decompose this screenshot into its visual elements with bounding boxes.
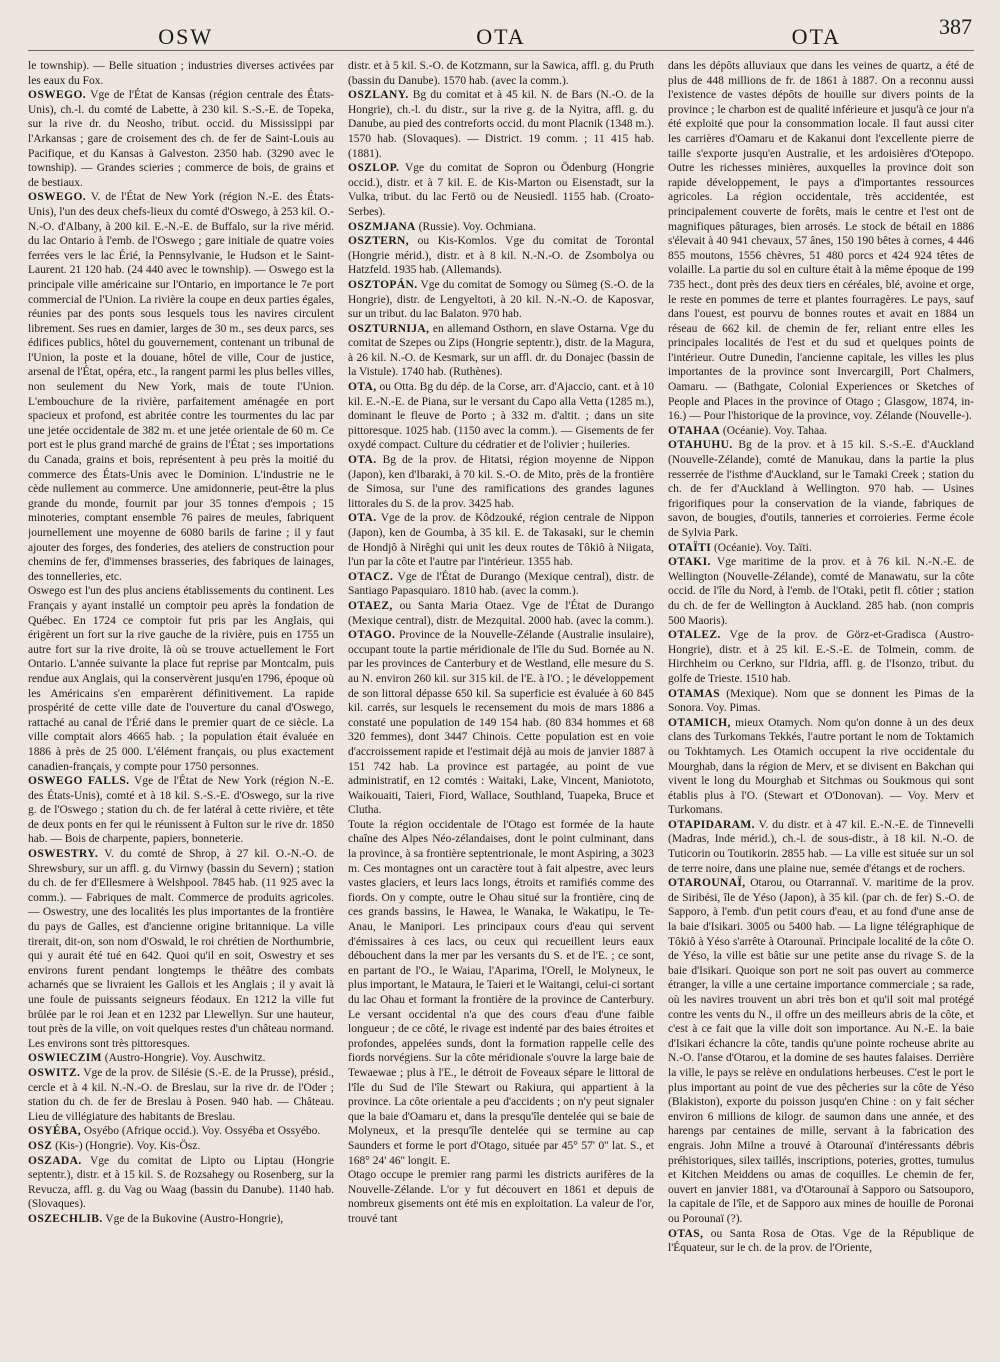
dictionary-entry xyxy=(348,278,654,322)
dictionary-entry xyxy=(668,555,974,628)
dictionary-entry xyxy=(28,59,334,88)
entry-text: (Russie). Voy. Ochmiana. xyxy=(418,220,536,233)
entry-headword: OSWESTRY. xyxy=(28,848,99,861)
entry-headword: OTAROUNAÏ, xyxy=(668,877,746,890)
entry-text: Province de la Nouvelle-Zélande (Australie insulaire), occupant toute la partie méridionale de l'île du Sud. Bornée au N. par les provinces de Canterbury et de Westland, elle mesure du S. au N. environ 260 kil. sur 315 kil. de l'E. à l'O. ; le développement de son littoral dépasse 650 kil. Sa superficie est évaluée à 60 845 kil. carrés, sur lesquels le recensement du mois de mars 1886 a constaté une population de 149 154 hab. (80 834 hommes et 68 320 femmes), dont 3447 Chinois. Cette population est en voie d'accroissement rapide et l'estimait déjà au mois de janvier 1887 à 151 742 hab. La province est partagée, au point de vue administratif, en 12 comtés : Waitaki, Lake, Vincent, Maniototo, Waikouaiti, Taieri, Fiord, Wallace, Southland, Tuapeka, Bruce et Clutha. xyxy=(348,629,654,817)
entry-text: Vge de l'État de Durango (Mexique central), distr. de Santiago Papasquiaro. 1810 hab. (avec la comm.). xyxy=(348,570,654,598)
dictionary-entry xyxy=(668,818,974,876)
dictionary-entry xyxy=(668,687,974,716)
entry-text: Vge maritime de la prov. et à 76 kil. N.-N.-E. de Wellington (Nouvelle-Zélande), comté de Manawatu, sur la côte occid. de l'île du Nord, à l'emb. de l'Otaki, petit fl. côtier ; station du ch. de fer de Wellington à Auckland. 285 hab. (non compris 500 Maoris). xyxy=(668,556,974,627)
dictionary-entry xyxy=(348,161,654,219)
entry-text: Bg du comitat et à 45 kil. N. de Bars (N.-O. de la Hongrie), ch.-l. du distr., sur la rive g. de la Nyitra, affl. g. du Danube, au pied des contreforts occid. du mont Placnik (1348 m.). 1570 hab. (Slovaques). — District. 19 comm. ; 11 415 hab. (1881). xyxy=(348,89,654,160)
entry-text: mieux Otamych. Nom qu'on donne à un des deux clans des Turkomans Tekkés, l'autre portant le nom de Toktamich ou Tokhtamych. Les Otamich occupent la rive occidentale du Mourghab, dans la région de Merv, et se divisent en Bakchan qui vivent le long du Mourghab et Sitchmas ou Soukmous qui sont établis plus à l'O. (Stewart et O'Donovan). — Voy. Merv et Turkomans. xyxy=(668,716,974,817)
dictionary-entry xyxy=(668,1227,974,1256)
dictionary-entry xyxy=(348,322,654,380)
entry-text: Vge de l'État de New York (région N.-E. des États-Unis), comté et à 18 kil. S.-S.-E. d'Oswego, sur la rive g. de l'Oswego ; station du ch. de fer latéral à cette rivière, et tête de deux ponts en fer qui le réunissent à Fulton sur le rive dr. 1850 hab. — Bois de charpente, papiers, bonneterie. xyxy=(28,775,334,846)
column-middle xyxy=(348,59,654,1355)
entry-headword: OTACZ. xyxy=(348,570,394,583)
entry-headword: OSWITZ. xyxy=(28,1066,81,1079)
entry-text: Vge du comitat de Somogy ou Sümeg (S.-O. de la Hongrie), distr. de Lengyeltoti, à 20 kil. N.-N.-O. de Kaposvar, sur un tribut. du lac Balaton. 970 hab. xyxy=(348,278,654,321)
entry-headword: OSZLANY. xyxy=(348,89,409,102)
entry-headword: OSZTERN, xyxy=(348,235,410,248)
entry-text: ou Kis-Komlos. Vge du comitat de Torontal (Hongrie mérid.), distr. et à 8 kil. N.-N.-O. de Zsombolya ou Hatzfeld. 1935 hab. (Allemands). xyxy=(348,235,654,277)
entry-text: Vge de la prov. de Kôdzouké, région centrale de Nippon (Japon), ken de Goumba, à 35 kil. E. de Takasaki, sur le chemin de Hondjô à Nirêghi qui unit les deux routes de Tôkiô à Niigata, l'un par la côte et l'autre par l'intérieur. 1355 hab. xyxy=(348,512,654,569)
dictionary-entry xyxy=(348,818,654,1168)
entry-headword: OTAGO. xyxy=(348,629,396,642)
entry-headword: OTAHUHU. xyxy=(668,439,733,452)
entry-headword: OSYÉBA, xyxy=(28,1125,81,1138)
dictionary-entry xyxy=(668,876,974,1226)
entry-text: Vge du comitat de Sopron ou Ödenburg (Hongrie occid.), distr. et à 7 kil. E. de Kis-Marton ou Eisenstadt, sur la Vulka, tribut. du lac Fertö ou de Neusiedl. 1155 hab. (Croato-Serbes). xyxy=(348,162,654,218)
entry-text: Toute la région occidentale de l'Otago est formée de la haute chaîne des Alpes Néo-zélandaises, dont le point culminant, dans la province, à sa frontière septentrionale, le mont Aspiring, a 3023 m. Ces montagnes ont un caractère tout à fait alpestre, avec leurs vastes glaciers, et leurs lacs longs, étroits et ramifiés comme des fiords. On y compte, outre le Ohau situé sur la frontière, cinq de ces grands bassins, le Hawea, le Wanaka, le Wakatipu, le Te-Anau, le Manipori. Les principaux cours d'eau qui servent d'émissaires à ces lacs, ou ceux qui recueillent leurs eaux débouchent dans la mer par les versants du S. et de l'E. ; ce sont, en partant de l'O., le Waiau, l'Aparima, l'Orell, le Molyneux, le plus important, le Mataura, le Taieri et le Waitangi, celui-ci sortant du lac Ohau et formant la frontière de la province de Canterbury. Le versant occidental n'a que des cours d'eau d'une faible longueur ; de ce côté, le rivage est indenté par des baies étroites et profondes, appelées sunds, dont la formation rappelle celle des fiords norvégiens. Sur la côte méridionale s'ouvre la large baie de Tewaewae ; plus à l'E., le détroit de Foveaux sépare le littoral de l'île du Sud de l'île Stewart ou Rakiura, qui appartient à la province. La côte orientale a peu d'accidents ; on n'y peut signaler que la baie d'Oamaru et, dans la presqu'île dentelée qui se baie de Molyneux, et la presqu'île dentelée qui se termine au cap Saunders et forme le port d'Otago, située par 45° 57' 0'' lat. S., et 168° 24' 46'' longit. E. xyxy=(348,818,654,1167)
entry-text: (Océanie). Voy. Tahaa. xyxy=(722,424,828,437)
dictionary-entry xyxy=(668,424,974,439)
running-head-left: OSW xyxy=(158,24,214,49)
entry-headword: OTAMICH, xyxy=(668,716,731,729)
entry-text: Otarou, ou Otarrannaï. V. maritime de la prov. de Siribési, île de Yéso (Japon), à 35 kil. (par ch. de fer) S.-O. de Sapporo, à l'emb. d'un petit cours d'eau, et au fond d'une anse de la baie d'Isikari. 3005 ou 5400 hab. — La ligne télégraphique de Tôkiô à Yéso s'arrête à Otarounaï. Principale localité de la côte O. de Yéso, la ville est bâtie sur une petite anse du rivage S. de la baie d'Isikari. Quoique son port ne soit pas ouvert au commerce étranger, la ville a une certaine importance commerciale ; sa rade, où les navires trouvent un abri très bon et qu'il soit mal protégé contre les vents du N., il offre un des meilleurs abris de la côte, et c'est à ce fait que la ville doit son importance. Au N.-E. la baie d'Isikari échancre la côte, tandis qu'une pointe rocheuse abrite au N.-O. l'anse d'Otarou, et la domine de ses hautes falaises. Derrière la ville, le pays se relève en ondulations herbeuses. C'est le port le plus important au point de vue des pêcheries sur la côte de Yéso (Blakiston), exporte du poisson jusqu'en Chine : on y fait sécher environ 6 millions de kilogr. de saumon dans une année, et des harengs par centaines de mille, servant à la fabrication des engrais. John Milne a trouvé à Otarounaï d'intéressants débris préhistoriques, silex taillés, inscriptions, poteries, grottes, tumulus et Kitchen Meiddens ou amas de coquilles. Le chemin de fer, ouvert en janvier 1881, va d'Otarounaï à Sapporo ou Satsouporo, la capitale de l'île, et de Sapporo aux mines de houille de Poronai ou Porounaï (?). xyxy=(668,877,974,1225)
entry-text: (Mexique). Nom que se donnent les Pimas de la Sonora. Voy. Pimas. xyxy=(668,687,974,715)
entry-text: dans les dépôts alluviaux que dans les veines de quartz, a été de plus de 448 millions de fr. de 1861 à 1887. On a reconnu aussi l'existence de vastes dépôts de houille sur divers points de la province ; le charbon est de qualité inférieure et jusqu'à ce jour n'a été exploité que pour la consommation locale. Il faut aussi citer les carrières d'Oamaru et de Kakanui dont l'excellente pierre de taille s'exporte jusqu'en Australie, et les ardoisières d'Otepopo. Outre les richesses minières, auxquelles la province doit son rapide développement, le pays a d'importantes ressources agricoles. La région occidentale, très accidentée, est principalement couverte de forêts, mais le centre et l'est ont de magnifiques pâturages, bien arrosés. Le stock de bétail en 1886 s'élevait à 40 941 chevaux, 57 ânes, 150 190 bêtes à cornes, 4 446 855 moutons, 1556 chèvres, 51 480 porcs et 424 924 têtes de volaille. La partie du sol en culture était à la même époque de 199 735 hect., dont près des deux tiers en céréales, blé, avoine et orge, le reste en pommes de terre et plantes fourragères. Le pays, sauf dans l'ouest, est pourvu de bonnes routes et avait en 1884 un réseau de 662 kil. de chemin de fer, reliant entre elles les principales localités de l'est et du sud et quelques points de l'intérieur. Outre Dunedin, l'ancienne capitale, les villes les plus importantes de la province sont Invercargill, Port Chalmers, Oamaru. — (Bathgate, Colonial Experiences or Sketches of People and Places in the province of Otago ; Glasgow, 1874, in-16.) — Pour l'historique de la province, voy. Zélande (Nouvelle-). xyxy=(668,60,974,423)
text-columns xyxy=(28,59,974,1355)
dictionary-entry xyxy=(28,1212,334,1227)
entry-headword: OTAÏTI xyxy=(668,541,712,554)
entry-text: en allemand Osthorn, en slave Ostarna. Vge du comitat de Szepes ou Zips (Hongrie septentr.), distr. de la Magura, à 26 kil. N.-O. de Kesmark, sur un affl. dr. du Donajec (bassin de la Vistule). 1740 hab. (Ruthènes). xyxy=(348,322,654,379)
entry-text: Otago occupe le premier rang parmi les districts aurifères de la Nouvelle-Zélande. L'or y fut découvert en 1861 et depuis de nombreux gisements ont été mis en exploitation. La valeur de l'or, trouvé tant xyxy=(348,1169,654,1225)
dictionary-entry xyxy=(668,59,974,424)
entry-text: (Océanie). Voy. Taïti. xyxy=(713,541,812,554)
dictionary-entry xyxy=(28,1124,334,1139)
entry-headword: OSWIECZIM xyxy=(28,1052,102,1065)
dictionary-entry xyxy=(348,570,654,599)
entry-text: distr. et à 5 kil. S.-O. de Kotzmann, sur la Sawica, affl. g. du Pruth (bassin du Danube). 1570 hab. (avec la comm.). xyxy=(348,60,654,87)
page-number: 387 xyxy=(939,14,972,39)
dictionary-entry xyxy=(668,541,974,556)
entry-text: (Kis-) (Hongrie). Voy. Kis-Ösz. xyxy=(55,1139,201,1152)
dictionary-entry xyxy=(348,234,654,278)
running-head xyxy=(28,14,974,51)
dictionary-entry xyxy=(348,628,654,818)
entry-headword: OSWEGO. xyxy=(28,191,87,204)
dictionary-entry xyxy=(28,1066,334,1124)
entry-text: V. du distr. et à 47 kil. E.-N.-E. de Tinnevelli (Madras, Inde mérid.), ch.-l. de sous-distr., à 18 kil. N.-O. de Tuticorin ou Toutikorin. 2855 hab. — La ville est située sur un sol de terre noire, dans une plaine nue, semée d'étangs et de rochers. xyxy=(668,818,974,875)
entry-text: Bg de la prov. et à 15 kil. S.-S.-E. d'Auckland (Nouvelle-Zélande), comté de Manukau, dans la partie la plus resserrée de l'isthme d'Auckland, sur le Tamaki Creek ; station du ch. de fer d'Auckland à Wellington. 970 hab. — Usines frigorifiques pour la conservation de la viande, fabriques de savon, de bougies, d'outils, tanneries et corroieries. Ferme école de Sylvia Park. xyxy=(668,439,974,539)
entry-text: ou Otta. Bg du dép. de la Corse, arr. d'Ajaccio, cant. et à 10 kil. E.-N.-E. de Piana, sur le versant du Capo alla Vetta (1285 m.), dominant le fleuve de Porto ; à 332 m. d'altit. ; dans un site pittoresque. 1025 hab. (1150 avec la comm.). — Gisements de fer oxydé compact. Culture du cédratier et de l'olivier ; huileries. xyxy=(348,381,654,452)
column-right xyxy=(668,59,974,1355)
entry-text: Bg de la prov. de Hitatsi, région moyenne de Nippon (Japon), ken d'Ibaraki, à 70 kil. S.-O. de Mito, près de la frontière de Simosa, sur l'une des ramifications des grandes lagunes littorales du S. de la prov. 3425 hab. xyxy=(348,454,654,510)
dictionary-entry xyxy=(348,220,654,235)
entry-headword: OSZ xyxy=(28,1139,53,1152)
dictionary-entry xyxy=(28,847,334,1051)
entry-headword: OTAEZ, xyxy=(348,599,393,612)
entry-headword: OSZADA. xyxy=(28,1154,82,1167)
dictionary-entry xyxy=(668,716,974,818)
entry-headword: OTAKI. xyxy=(668,556,711,569)
dictionary-entry xyxy=(668,628,974,686)
entry-headword: OTAS, xyxy=(668,1227,704,1240)
entry-text: Vge de l'État de Kansas (région centrale des États-Unis), ch.-l. du comté de Labette, à 230 kil. S.-S.-E. de Topeka, sur la rive dr. du Neosho, tribut. occid. du Mississippi par l'Arkansas ; gare de croisement des ch. de fer de Saint-Louis au Pacifique, et du Kansas à Galveston. 2350 hab. (3290 avec le township). — Grandes scieries ; commerce de bois, de grains et de bestiaux. xyxy=(28,89,334,189)
entry-text: Vge de la Bukovine (Austro-Hongrie), xyxy=(105,1212,284,1225)
dictionary-entry xyxy=(348,1168,654,1226)
dictionary-entry xyxy=(28,584,334,774)
entry-headword: OTAPIDARAM. xyxy=(668,818,755,831)
entry-text: Oswego est l'un des plus anciens établissements du continent. Les Français y ayant installé un comptoir peu après la fondation de Québec. En 1724 ce comptoir fut pris par les Anglais, qui érigèrent un fort sur la rive gauche de la rivière, puis en 1755 un autre fort sur la rive droite, là où se trouve actuellement le Fort Ontario. L'année suivante la place fut reprise par Montcalm, puis rendue aux Anglais, qui la conservèrent jusqu'en 1796, époque où les Américains s'en emparèrent définitivement. La rapide prospérité de cette ville date de l'ouverture du canal d'Oswego, rattaché au canal de l'Érié dans le premier quart de ce siècle. La ville comptait alors 4665 hab. ; la population était évaluée en 1886 à près de 25 000. L'élément français, ou plus exactement canadien-français, y compte pour 1750 personnes. xyxy=(28,585,334,773)
entry-headword: OTAMAS xyxy=(668,687,721,700)
dictionary-entry xyxy=(28,774,334,847)
dictionary-entry xyxy=(348,380,654,453)
dictionary-entry xyxy=(28,1051,334,1066)
dictionary-entry xyxy=(348,453,654,511)
entry-headword: OSZLOP. xyxy=(348,162,400,175)
entry-text: le township). — Belle situation ; industries diverses activées par les eaux du Fox. xyxy=(28,60,334,87)
entry-headword: OSWEGO. xyxy=(28,89,87,102)
entry-headword: OTA, xyxy=(348,381,377,394)
dictionary-entry xyxy=(28,1139,334,1154)
dictionary-entry xyxy=(348,599,654,628)
running-head-center: OTA xyxy=(476,24,526,49)
entry-text: V. du comté de Shrop, à 27 kil. O.-N.-O. de Shrewsbury, sur un affl. g. du Virnwy (bassin du Severn) ; station du ch. de fer d'Ellesmere à Welshpool. 7845 hab. (11 925 avec la comm.). — Fabriques de malt. Commerce de produits agricoles. — Oswestry, une des localités les plus importantes de la frontière du pays de Galles, est d'ancienne origine britannique. La ville tirerait, dit-on, son nom d'Oswald, le roi chrétien de Northumbrie, qui y aurait été tué en 642. Quoi qu'il en soit, Oswestry et ses environs furent pendant longtemps le théâtre des combats acharnés que se livraient les Gallois et les Anglais ; il y avait là une foule de puissants seigneurs féodaux. En 1212 la ville fut brûlée par le roi Jean et en 1232 par Llewellyn. Sur une hauteur, tout près de la ville, on voit quelques restes d'un château normand. Les environs sont très pittoresques. xyxy=(28,848,334,1050)
entry-headword: OSZECHLIB. xyxy=(28,1212,103,1225)
entry-headword: OSWEGO FALLS. xyxy=(28,775,130,788)
dictionary-entry xyxy=(348,88,654,161)
entry-headword: OSZTURNIJA, xyxy=(348,322,430,335)
column-left xyxy=(28,59,334,1355)
entry-headword: OSZMJANA xyxy=(348,220,416,233)
entry-text: ou Santa Rosa de Otas. Vge de la République de l'Équateur, sur le ch. de la prov. de l'Oriente, xyxy=(668,1227,974,1255)
dictionary-entry xyxy=(28,88,334,190)
dictionary-entry xyxy=(348,511,654,569)
entry-text: Vge de la prov. de Görz-et-Gradisca (Austro-Hongrie), distr. et à 25 kil. E.-S.-E. de Tolmein, comm. de Hirchheim ou Cerkno, sur l'Idria, affl. g. de l'Isonzo, tribut. du golfe de Trieste. 1510 hab. xyxy=(668,629,974,685)
entry-headword: OTA. xyxy=(348,512,377,525)
entry-text: Vge de la prov. de Silésie (S.-E. de la Prusse), présid., cercle et à 4 kil. N.-N.-O. de Breslau, sur la rive dr. de l'Oder ; station du ch. de fer de Breslau à Posen. 940 hab. — Château. Lieu de villégiature des habitants de Breslau. xyxy=(28,1066,334,1123)
entry-text: Vge du comitat de Lipto ou Liptau (Hongrie septentr.), distr. et à 15 kil. S. de Rozsahegy ou Rosenberg, sur la Revucza, affl. g. du Vag ou Waag (bassin du Danube). 1140 hab. (Slovaques). xyxy=(28,1154,334,1211)
entry-text: ou Santa Maria Otaez. Vge de l'État de Durango (Mexique central), distr. de Mezquital. 2000 hab. (avec la comm.). xyxy=(348,599,654,627)
dictionary-entry xyxy=(668,438,974,540)
dictionary-entry xyxy=(28,190,334,584)
entry-text: V. de l'État de New York (région N.-E. des États-Unis), l'un des deux chefs-lieux du comté d'Oswego, à 253 kil. O.-N.-O. d'Albany, à 200 kil. E.-N.-E. de Buffalo, sur la rive mérid. du lac Ontario à l'emb. de l'Oswego ; gare initiale de quatre voies ferrées vers le lac Érié, la Pennsylvanie, le Hudson et le Saint-Laurent. 21 120 hab. (24 440 avec le township). — Oswego est la principale ville américaine sur l'Ontario, en importance le 7e port commercial de l'Union. La rivière la coupe en deux parties égales, réunies par des ponts sous lesquels tous les navires circulent librement. Ses rues en damier, larges de 30 m., ses deux parcs, ses édifices publics, hôtel du gouvernement, contenant un tribunal de l'Union, la poste et la douane, hôtel de ville, Cour de justice, arsenal de l'État, opéra, etc., la rangent parmi les plus belles villes, non seulement du New York, mais de toute l'Union. L'embouchure de la rivière, parfaitement aménagée en port spacieux et profond, est abritée contre les tourmentes du lac par une jetée occidentale de 382 m. et une jetée orientale de 60 m. Ce port est le plus grand marché de grains de l'État ; ses importations du Canada, grains et bois, représentent à peu près la moitié du commerce des États-Unis avec le Dominion. L'industrie ne le cède nullement au commerce. Une amidonnerie, peut-être la plus grande du monde, fournit par jour 35 tonnes d'empois ; 15 minoteries, comptant ensemble 76 paires de meules, fabriquent journellement une moyenne de 6080 barils de farine ; il y faut ajouter des forges, des fonderies, des ateliers de construction pour chemins de fer, d'immenses brasseries, des fabriques de lainages, des tonnelleries, etc. xyxy=(28,191,334,583)
dictionary-entry xyxy=(28,1154,334,1212)
entry-headword: OTALEZ. xyxy=(668,629,721,642)
running-head-right: OTA xyxy=(791,24,842,49)
entry-headword: OSZTOPÁN. xyxy=(348,278,418,291)
entry-text: Osyébo (Afrique occid.). Voy. Ossyéba et Ossyébo. xyxy=(83,1125,321,1138)
entry-headword: OTA. xyxy=(348,454,377,467)
entry-text: (Austro-Hongrie). Voy. Auschwitz. xyxy=(104,1052,266,1065)
entry-headword: OTAHAA xyxy=(668,424,721,437)
dictionary-entry xyxy=(348,59,654,88)
